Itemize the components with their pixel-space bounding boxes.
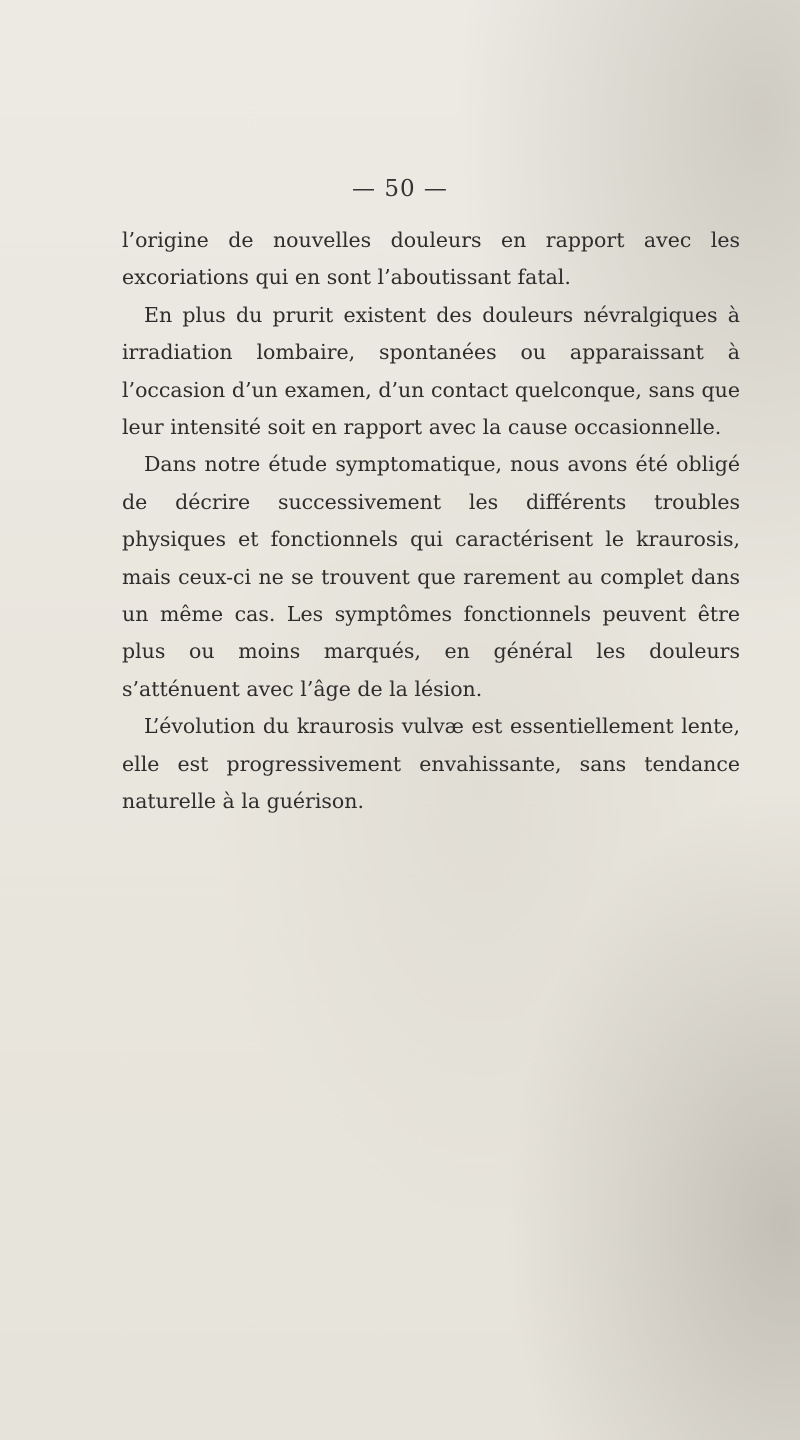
paragraph-neuralgic-pain: En plus du prurit existent des douleurs névralgiques à irradiation lombaire, spontanées ou apparaissant à l’occasion d’un examen, d’un contact quelconque, sans que leur intensité soit en rapport avec la cause occasionnelle. [122,302,740,440]
paragraph-continuation: l’origine de nouvelles douleurs en rapport avec les excoriations qui en sont l’aboutissant fatal. [122,228,740,290]
paragraph-symptomatic-study: Dans notre étude symptomatique, nous avons été obligé de décrire successivement les différents troubles physiques et fonctionnels qui caractérisent le kraurosis, mais ceux-ci ne se trouvent que rarement au complet dans un même cas. Les symptômes fonctionnels peuvent être plus ou moins marqués, en général les douleurs s’atténuent avec l’âge de la lésion. [122,452,740,701]
body-text [122,222,740,821]
paragraph-evolution: L’évolution du kraurosis vulvæ est essentiellement lente, elle est progressivement envahissante, sans tendance naturelle à la guérison. [122,714,740,814]
page-number: — 50 — [352,176,448,202]
